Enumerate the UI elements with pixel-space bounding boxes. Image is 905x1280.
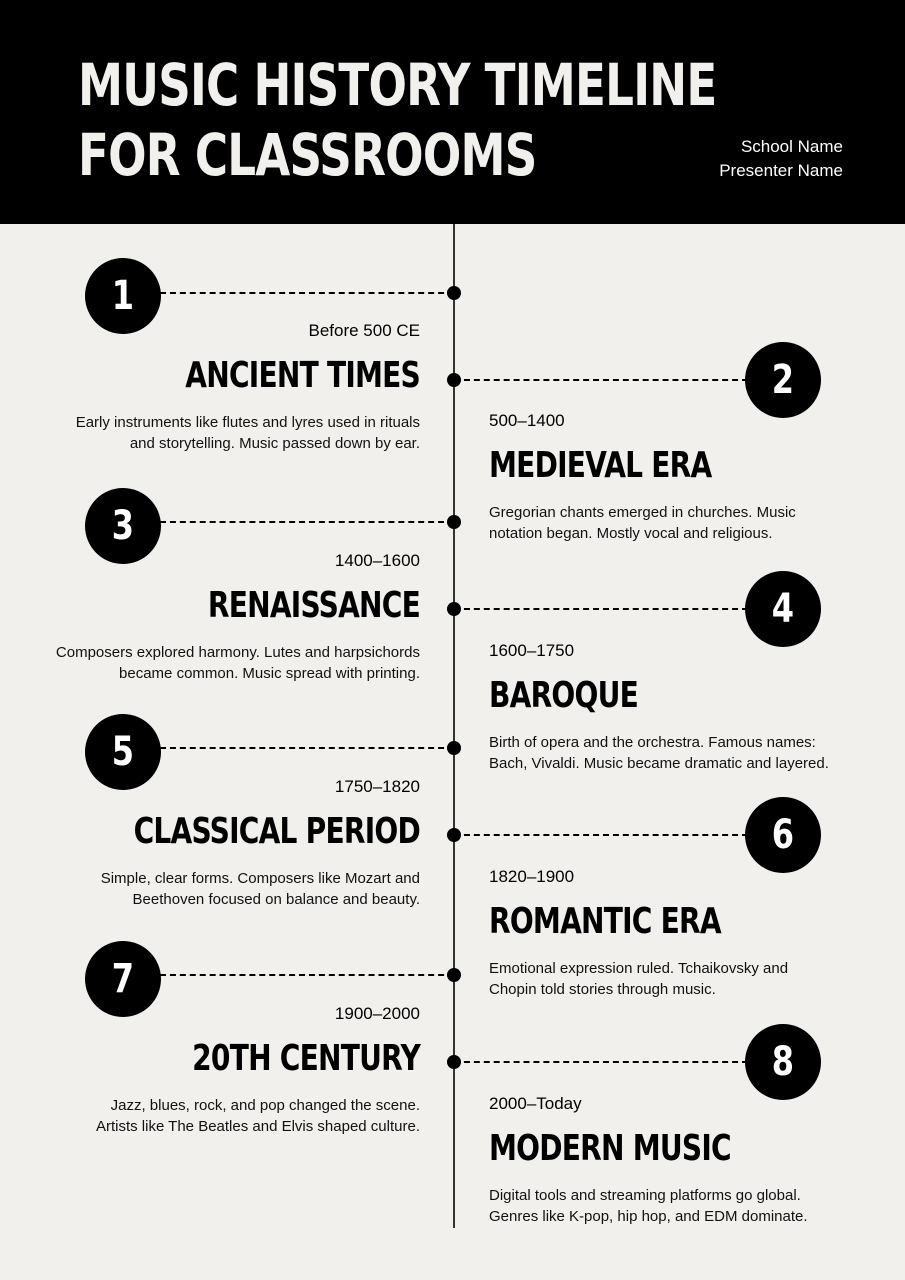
event-description: Gregorian chants emerged in churches. Music notation began. Mostly vocal and religious.: [489, 504, 796, 542]
event-years: 2000–Today: [489, 1094, 582, 1113]
timeline-dot: [447, 286, 461, 300]
timeline-event: [20, 320, 420, 454]
timeline-dot: [447, 515, 461, 529]
timeline-connector: [160, 292, 454, 294]
event-era: MEDIEVAL ERA: [489, 445, 712, 486]
event-number-badge: 2: [745, 342, 821, 418]
event-years: 1900–2000: [334, 1004, 420, 1023]
timeline-connector: [454, 1061, 748, 1063]
title-line-2: FOR CLASSROOMS: [78, 121, 537, 189]
timeline-connector: [160, 747, 454, 749]
event-description: Emotional expression ruled. Tchaikovsky and Chopin told stories through music.: [489, 960, 789, 998]
event-years: 1600–1750: [489, 641, 575, 660]
page-title: [78, 50, 716, 190]
event-number-badge: 1: [85, 258, 161, 334]
event-number-badge: 4: [745, 571, 821, 647]
header-banner: [0, 0, 905, 224]
timeline-connector: [454, 379, 748, 381]
event-years: 1400–1600: [334, 551, 420, 570]
event-number-badge: 8: [745, 1024, 821, 1100]
event-description: Composers explored harmony. Lutes and harpsichords became common. Music spread with printing.: [55, 644, 420, 682]
timeline-connector: [454, 608, 748, 610]
event-description: Simple, clear forms. Composers like Mozart and Beethoven focused on balance and beauty.: [100, 870, 420, 908]
event-number-badge: 3: [85, 488, 161, 564]
event-era: MODERN MUSIC: [489, 1128, 731, 1169]
timeline-event: [489, 640, 889, 774]
timeline-event: [20, 550, 420, 684]
event-era: CLASSICAL PERIOD: [133, 811, 420, 852]
timeline-event: [489, 1093, 889, 1227]
event-era: BAROQUE: [489, 675, 639, 716]
presentation-meta: [719, 135, 843, 183]
timeline-event: [489, 866, 889, 1000]
event-era: RENAISSANCE: [207, 585, 420, 626]
event-description: Digital tools and streaming platforms go global. Genres like K-pop, hip hop, and EDM dominate.: [489, 1187, 808, 1225]
timeline-dot: [447, 602, 461, 616]
timeline-connector: [160, 974, 454, 976]
event-years: Before 500 CE: [308, 321, 420, 340]
timeline-dot: [447, 1055, 461, 1069]
event-number-badge: 5: [85, 714, 161, 790]
event-years: 1750–1820: [334, 777, 420, 796]
event-description: Birth of opera and the orchestra. Famous names: Bach, Vivaldi. Music became dramatic and layered.: [489, 734, 829, 772]
event-era: 20TH CENTURY: [192, 1038, 420, 1079]
timeline-event: [20, 1003, 420, 1137]
timeline-dot: [447, 828, 461, 842]
timeline-connector: [454, 834, 748, 836]
event-years: 1820–1900: [489, 867, 575, 886]
event-era: ANCIENT TIMES: [185, 355, 420, 396]
timeline-dot: [447, 373, 461, 387]
event-years: 500–1400: [489, 411, 565, 430]
event-number-badge: 6: [745, 797, 821, 873]
event-description: Jazz, blues, rock, and pop changed the scene. Artists like The Beatles and Elvis shaped culture.: [95, 1097, 420, 1135]
timeline-connector: [160, 521, 454, 523]
timeline-dot: [447, 968, 461, 982]
event-era: ROMANTIC ERA: [489, 901, 721, 942]
school-name: School Name: [740, 137, 843, 156]
event-number-badge: 7: [85, 941, 161, 1017]
event-description: Early instruments like flutes and lyres used in rituals and storytelling. Music passed down by ear.: [75, 414, 420, 452]
title-line-1: MUSIC HISTORY TIMELINE: [78, 51, 717, 119]
timeline-dot: [447, 741, 461, 755]
presenter-name: Presenter Name: [719, 161, 843, 180]
timeline-event: [489, 410, 889, 544]
timeline-event: [20, 776, 420, 910]
